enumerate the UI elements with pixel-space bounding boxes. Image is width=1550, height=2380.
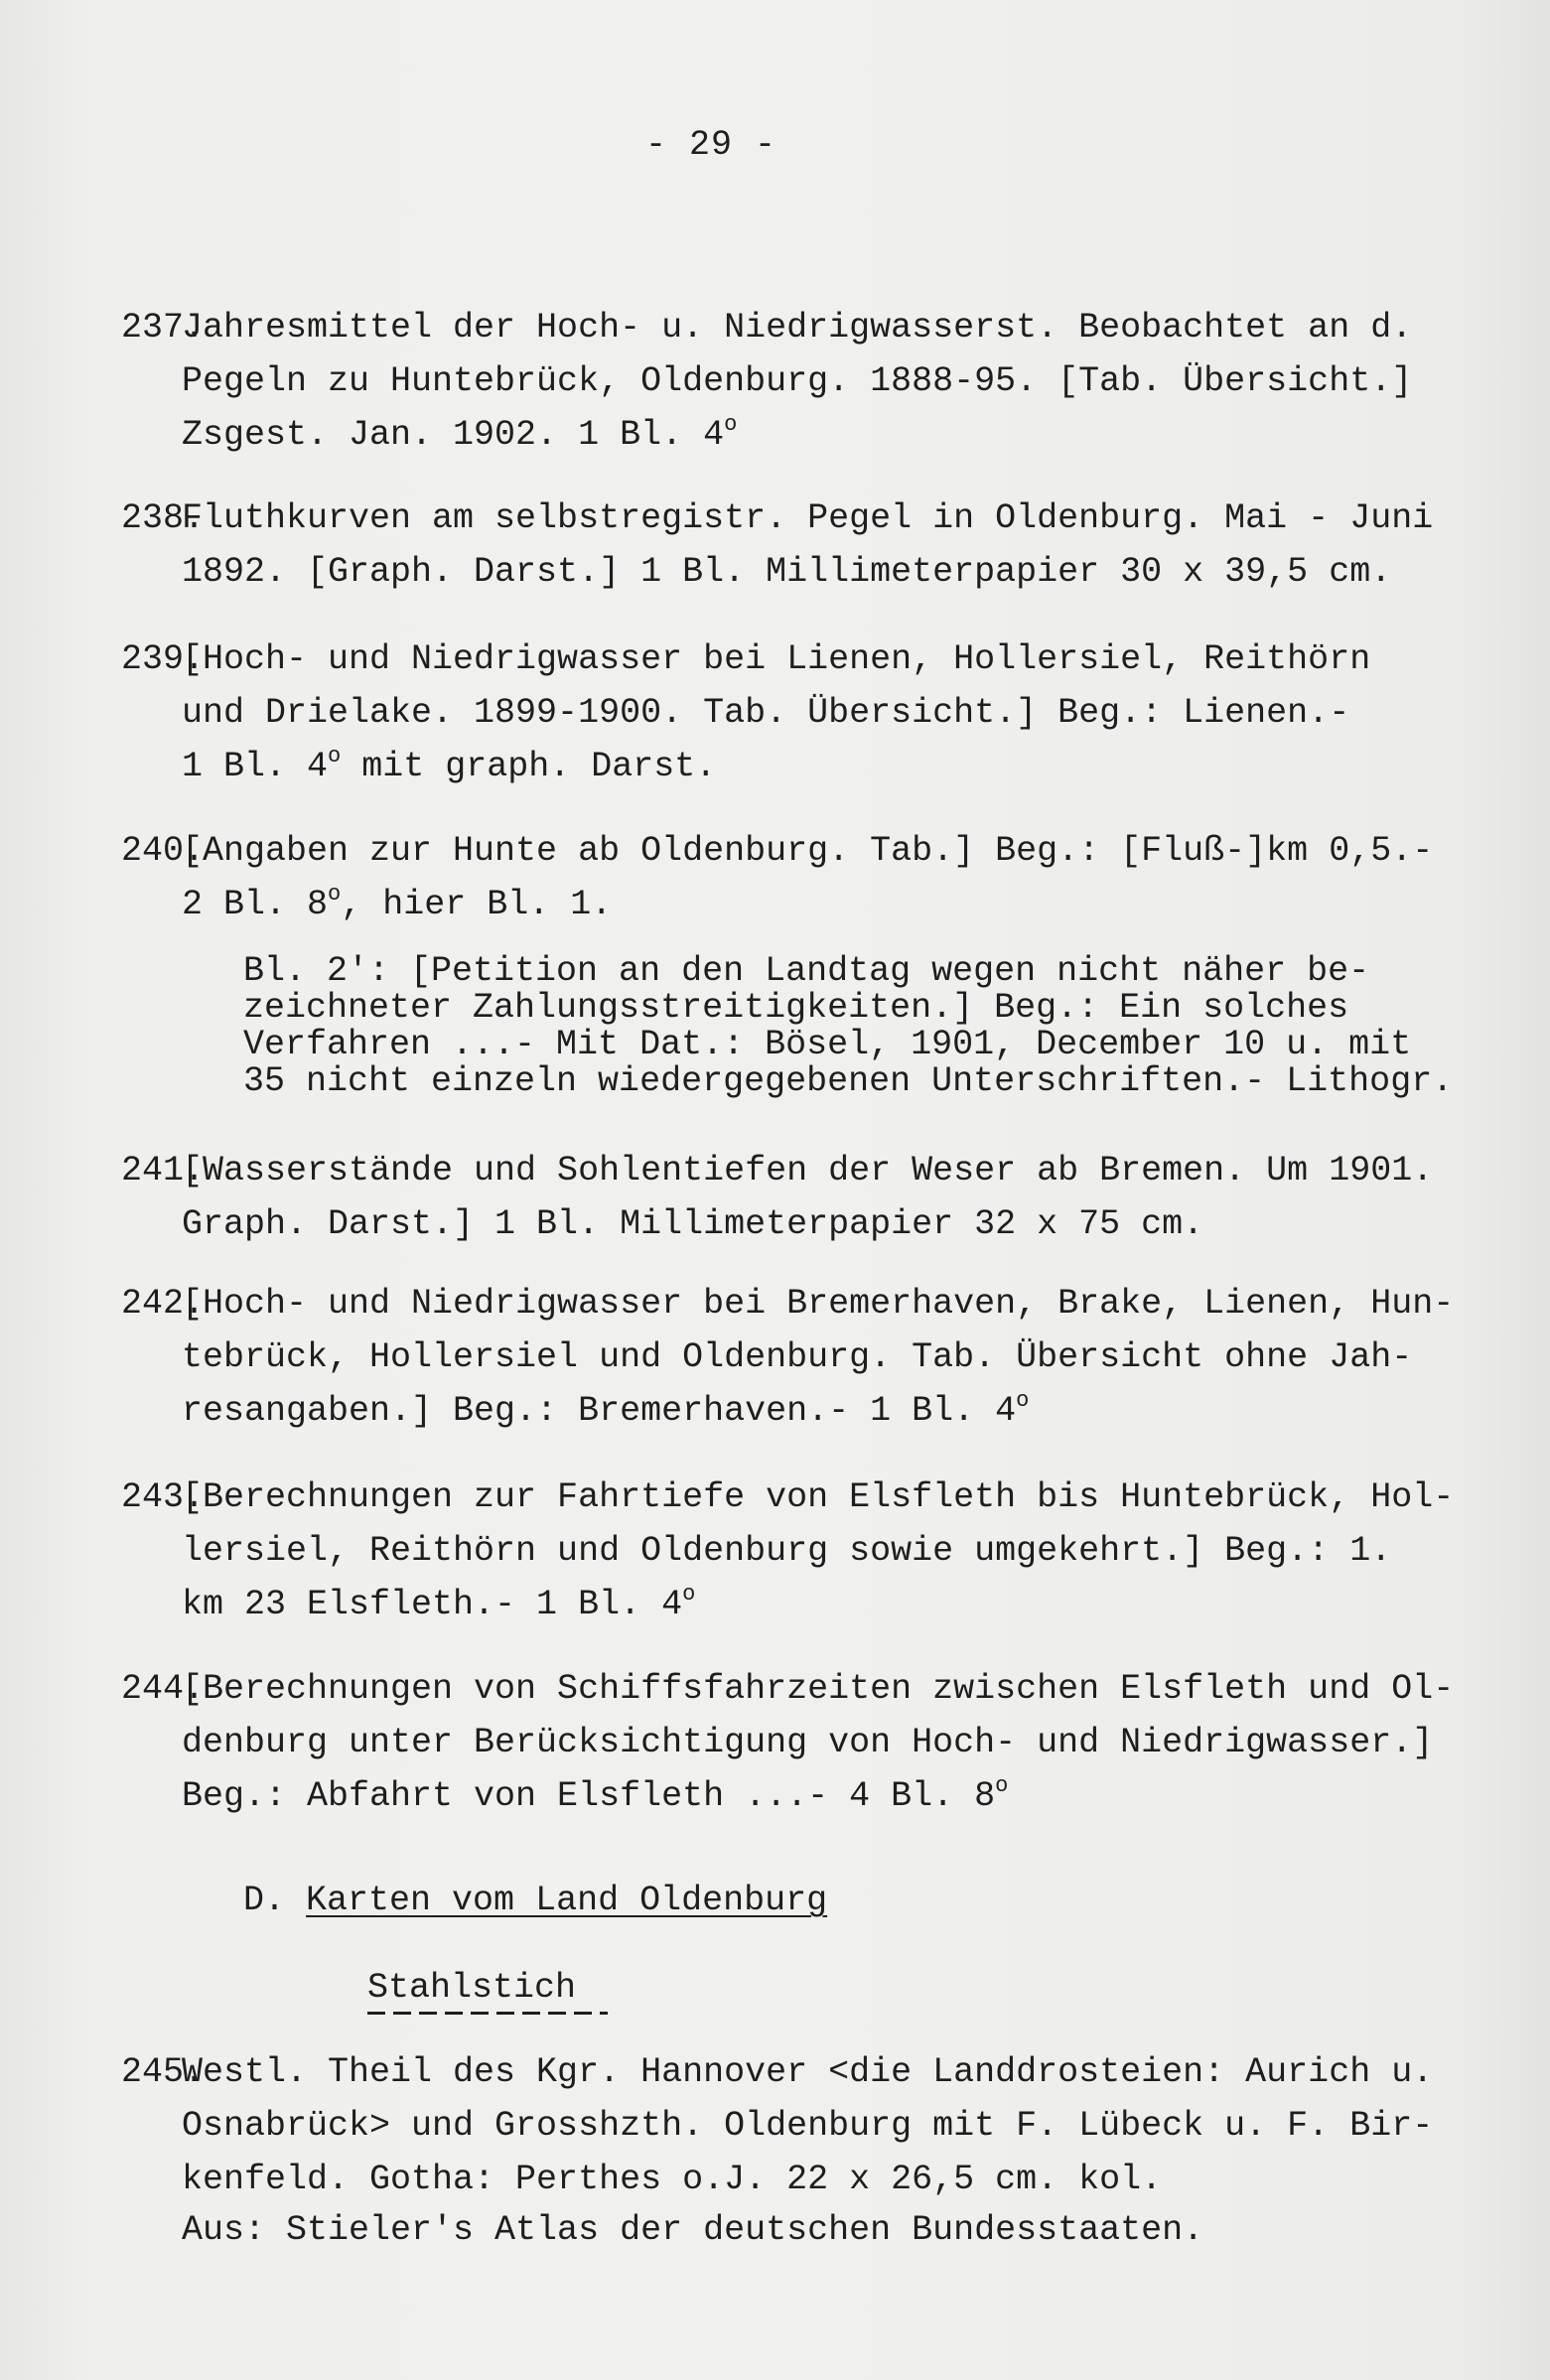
entry-line: Zsgest. Jan. 1902. 1 Bl. 4$^o$ [182, 412, 738, 455]
entry-number: 241. [121, 1151, 206, 1190]
note-line: Verfahren ...- Mit Dat.: Bösel, 1901, December 10 u. mit [243, 1025, 1412, 1064]
entry-number: 237. [121, 308, 206, 348]
entry-line: [Hoch- und Niedrigwasser bei Bremerhaven, Brake, Lienen, Hun- [182, 1284, 1455, 1324]
entry-text [182, 632, 1473, 793]
entry-text [182, 491, 1473, 599]
format-superscript: o [682, 1582, 696, 1607]
format-superscript: o [1016, 1388, 1030, 1413]
entry-line: und Drielake. 1899-1900. Tab. Übersicht.] Beg.: Lienen.- [182, 693, 1350, 733]
entry-line: resangaben.] Beg.: Bremerhaven.- 1 Bl. 4$^o$ [182, 1388, 1030, 1431]
format-superscript: o [328, 744, 342, 769]
note-line: Bl. 2': [Petition an den Landtag wegen nicht näher be- [243, 951, 1370, 991]
entry-number: 245. [121, 2052, 206, 2092]
section-heading [243, 1881, 827, 1920]
entry-number: 238. [121, 498, 206, 538]
entry-line: Graph. Darst.] 1 Bl. Millimeterpapier 32 x 75 cm. [182, 1204, 1204, 1244]
entry-line: Osnabrück> und Grosshzth. Oldenburg mit F. Lübeck u. F. Bir- [182, 2106, 1434, 2146]
entry-number: 242. [121, 1284, 206, 1324]
format-superscript: o [328, 882, 342, 907]
entry-line: Jahresmittel der Hoch- u. Niedrigwasserst. Beobachtet an d. [182, 308, 1413, 348]
entry-line: denburg unter Berücksichtigung von Hoch- und Niedrigwasser.] [182, 1723, 1434, 1762]
entry-line: km 23 Elsfleth.- 1 Bl. 4$^o$ [182, 1582, 696, 1624]
note-line: 35 nicht einzeln wiedergegebenen Unterschriften.- Lithogr. [243, 1061, 1454, 1101]
section-title: Karten vom Land Oldenburg [306, 1881, 828, 1920]
dashed-underline [367, 2012, 608, 2015]
format-superscript: o [995, 1773, 1009, 1798]
entry-line: Pegeln zu Huntebrück, Oldenburg. 1888-95. [Tab. Übersicht.] [182, 361, 1413, 401]
entry-line: Westl. Theil des Kgr. Hannover <die Landdrosteien: Aurich u. [182, 2052, 1434, 2092]
entry-line: [Berechnungen von Schiffsfahrzeiten zwischen Elsfleth und Ol- [182, 1669, 1455, 1709]
entry-text [182, 1277, 1473, 1438]
entry-line: [Berechnungen zur Fahrtiefe von Elsfleth bis Huntebrück, Hol- [182, 1477, 1455, 1517]
entry-line: 1 Bl. 4$^o$ mit graph. Darst. [182, 744, 717, 786]
entry-line: tebrück, Hollersiel und Oldenburg. Tab. Übersicht ohne Jah- [182, 1337, 1413, 1377]
entry-text [182, 1662, 1473, 1823]
format-superscript: o [724, 412, 738, 437]
entry-line: Fluthkurven am selbstregistr. Pegel in Oldenburg. Mai - Juni [182, 498, 1434, 538]
entry-number: 243. [121, 1477, 206, 1517]
entry-line: lersiel, Reithörn und Oldenburg sowie umgekehrt.] Beg.: 1. [182, 1531, 1392, 1571]
section-prefix: D. [243, 1881, 286, 1920]
entry-text [182, 2045, 1473, 2254]
entry-text [182, 824, 1473, 931]
entry-text [182, 1144, 1473, 1251]
entry-number: 239. [121, 639, 206, 679]
entry-note [243, 953, 1494, 1100]
subsection-heading: Stahlstich [367, 1968, 577, 2008]
entry-text [182, 1470, 1473, 1631]
entry-line: 2 Bl. 8$^o$, hier Bl. 1. [182, 882, 613, 924]
entry-line: [Hoch- und Niedrigwasser bei Lienen, Hollersiel, Reithörn [182, 639, 1371, 679]
entry-line: Beg.: Abfahrt von Elsfleth ...- 4 Bl. 8$^o$ [182, 1773, 1009, 1816]
entry-number: 240. [121, 831, 206, 871]
entry-line: [Angaben zur Hunte ab Oldenburg. Tab.] Beg.: [Fluß-]km 0,5.- [182, 831, 1434, 871]
entry-text [182, 301, 1473, 462]
entry-line: kenfeld. Gotha: Perthes o.J. 22 x 26,5 cm. kol. [182, 2160, 1163, 2199]
page-number: - 29 - [645, 125, 777, 165]
entry-line: [Wasserstände und Sohlentiefen der Weser ab Bremen. Um 1901. [182, 1151, 1434, 1190]
note-line: zeichneter Zahlungsstreitigkeiten.] Beg.: Ein solches [243, 988, 1349, 1028]
entry-line: 1892. [Graph. Darst.] 1 Bl. Millimeterpapier 30 x 39,5 cm. [182, 552, 1392, 592]
entry-number: 244. [121, 1669, 206, 1709]
entry-line: Aus: Stieler's Atlas der deutschen Bundesstaaten. [182, 2210, 1204, 2250]
